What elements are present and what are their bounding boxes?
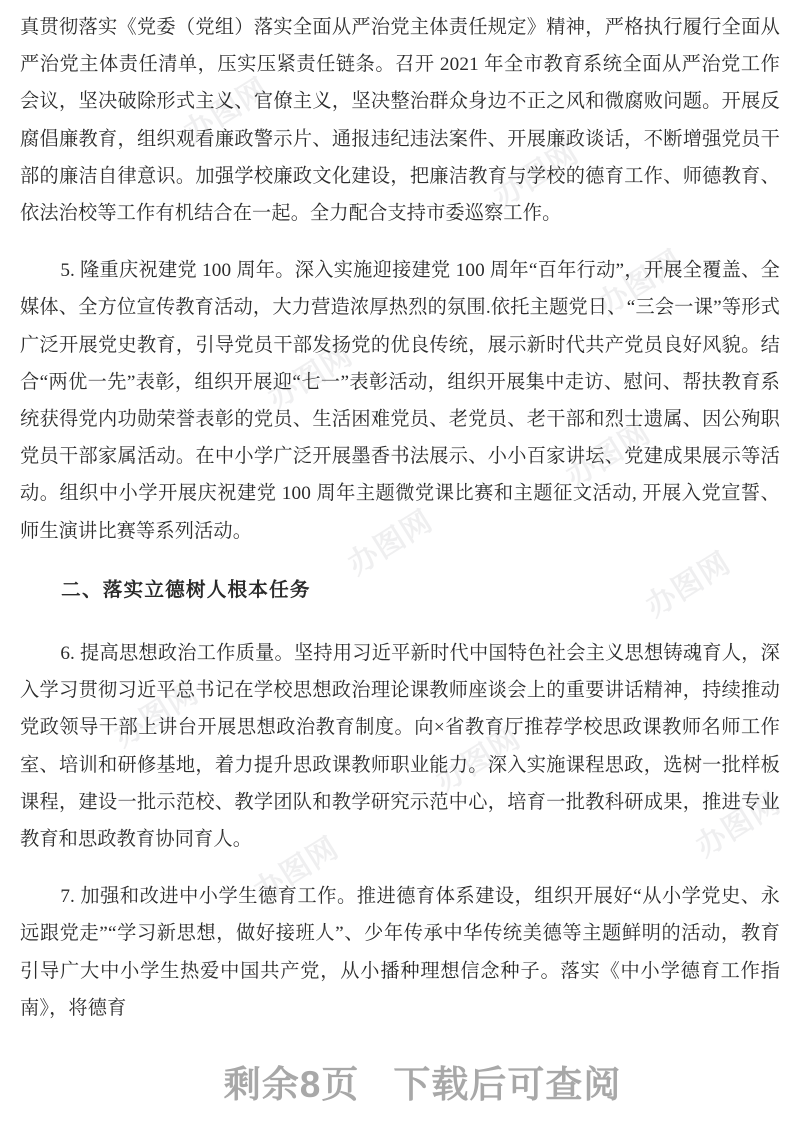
section-heading-two: 二、落实立德树人根本任务 bbox=[61, 579, 311, 601]
paragraph-item-5: 5. 隆重庆祝建党 100 周年。深入实施迎接建党 100 周年“百年行动”，开展全覆盖、全媒体、全方位宣传教育活动，大力营造浓厚热烈的氛围.依托主题党日、“三会一课”等形式广泛开展党史教育，引导党员干部发扬党的优良传统，展示新时代共产党员良好风貌。结合“两优一先”表彰，组织开展迎“七一”表彰活动，组织开展集中走访、慰问、帮扶教育系统获得党内功勋荣誉表彰的党员、生活困难党员、老党员、老干部和烈士遗属、因公殉职党员干部家属活动。在中小学广泛开展墨香书法展示、小小百家讲坛、党建成果展示等活动。组织中小学开展庆祝建党 100 周年主题微党课比赛和主题征文活动, 开展入党宣誓、师生演讲比赛等系列活动。 bbox=[20, 260, 780, 542]
watermark-mark: 办图网 bbox=[178, 72, 275, 150]
watermark-mark: 办图网 bbox=[690, 786, 787, 864]
download-hint-label: 下载后可查阅 bbox=[393, 1064, 622, 1105]
watermark-mark: 办图网 bbox=[262, 338, 359, 416]
heading-spacer bbox=[20, 609, 780, 615]
watermark-mark: 办图网 bbox=[108, 676, 205, 754]
remaining-pages-label: 剩余8页 bbox=[223, 1064, 360, 1105]
paragraph-continuation: 真贯彻落实《党委（党组）落实全面从严治党主体责任规定》精神，严格执行履行全面从严治党主体责任清单，压实压紧责任链条。召开 2021 年全市教育系统全面从严治党工作会议，坚决破除形式主义、官僚主义，坚决整治群众身边不正之风和微腐败问题。开展反腐倡廉教育，组织观看廉政警示片、通报违纪违法案件、开展廉政谈话，不断增强党员干部的廉洁自律意识。加强学校廉政文化建设，把廉洁教育与学校的德育工作、师德教育、依法治校等工作有机结合在一起。全力配合支持市委巡察工作。 bbox=[20, 17, 780, 225]
watermark-mark: 办图网 bbox=[640, 546, 737, 624]
watermark-mark: 办图网 bbox=[592, 244, 689, 322]
watermark-mark: 办图网 bbox=[430, 721, 527, 799]
paragraph-item-6: 6. 提高思想政治工作质量。坚持用习近平新时代中国特色社会主义思想铸魂育人，深入学习贯彻习近平总书记在学校思想政治理论课教师座谈会上的重要讲话精神，持续推动党政领导干部上讲台开展思想政治教育制度。向×省教育厅推荐学校思政课教师名师工作室、培训和研修基地，着力提升思政课教师职业能力。深入实施课程思政，选树一批样板课程，建设一批示范校、教学团队和教学研究示范中心，培育一批教科研成果，推进专业教育和思政教育协同育人。 bbox=[20, 643, 780, 851]
download-prompt-banner bbox=[0, 1012, 800, 1129]
watermark-mark: 办图网 bbox=[248, 831, 345, 909]
paragraph-item-7: 7. 加强和改进中小学生德育工作。推进德育体系建设，组织开展好“从小学党史、永远跟党走”“学习新思想，做好接班人”、少年传承中华传统美德等主题鲜明的活动，教育引导广大中小学生热爱中国共产党，从小播种理想信念种子。落实《中小学德育工作指南》，将德育 bbox=[20, 886, 780, 1019]
watermark-mark: 办图网 bbox=[488, 136, 585, 214]
watermark-mark: 办图网 bbox=[342, 504, 439, 582]
watermark-mark: 办图网 bbox=[560, 416, 657, 494]
